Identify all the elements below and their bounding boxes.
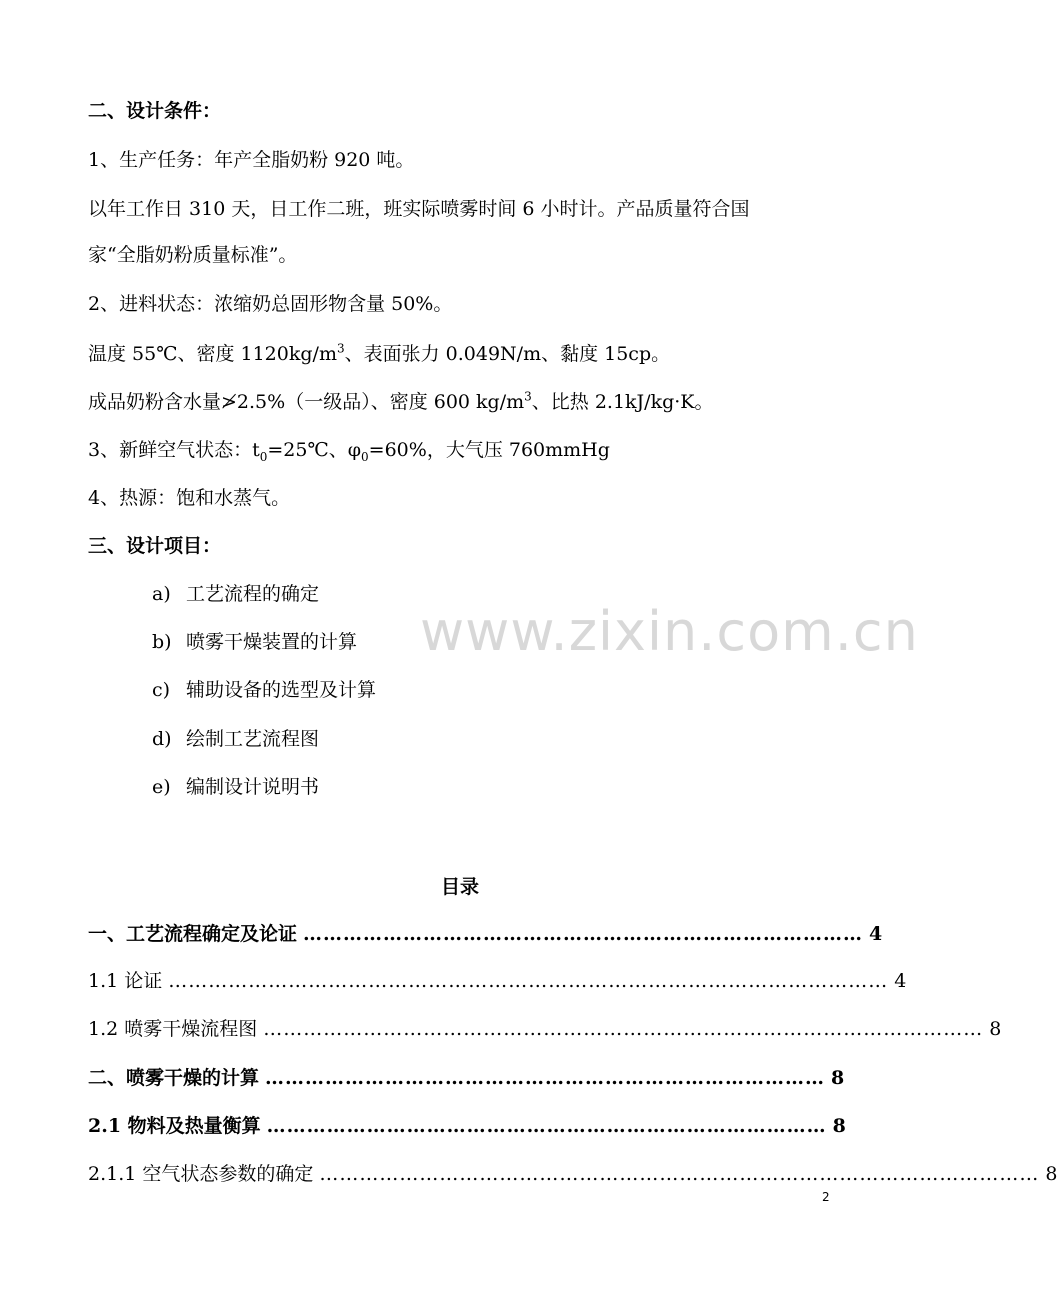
list-item [152,629,357,655]
toc-title: 目录 [440,876,479,898]
section-heading-design-items: 三、设计项目： [88,535,222,557]
toc-row[interactable] [88,1065,845,1091]
list-item-text: 辅助设备的选型及计算 [186,679,377,701]
feed-properties-part1: 温度 55℃、密度 1120kg/m [88,343,337,365]
list-item [152,726,319,752]
feed-properties-sup: 3 [336,341,345,356]
list-item-marker: d) [152,728,172,750]
list-item-text: 绘制工艺流程图 [186,728,320,750]
toc-row-page: 4 [869,923,883,945]
paragraph-work-schedule: 以年工作日 310 天，日工作二班，班实际喷雾时间 6 小时计。产品质量符合国 [88,198,750,220]
toc-row[interactable] [88,1113,846,1139]
toc-row-page: 8 [831,1067,845,1089]
product-properties-sup: 3 [524,389,532,404]
paragraph-quality-standard: 家“全脂奶粉质量标准”。 [88,244,298,266]
air-state-part3: =60%，大气压 760mmHg [368,439,610,461]
air-state-sub1: 0 [259,449,268,464]
toc-row-label: 二、喷雾干燥的计算 [88,1067,260,1089]
toc-leader-dots: ……………………………………………………………………………………………… [263,1018,984,1040]
list-item-text: 编制设计说明书 [186,776,320,798]
toc-leader-dots: ………………………………………………………………………… [303,923,864,945]
section-heading-design-conditions: 二、设计条件： [88,100,222,122]
air-state-sub2: 0 [361,449,369,464]
air-state-part1: 3、新鲜空气状态：t [88,439,260,461]
toc-row-label: 2.1 物料及热量衡算 [88,1115,261,1137]
toc-row[interactable] [88,921,883,947]
toc-row-label: 1.2 喷雾干燥流程图 [88,1018,258,1040]
list-item-text: 喷雾干燥装置的计算 [186,631,358,653]
list-item-text: 工艺流程的确定 [186,583,320,605]
air-state-part2: =25℃、φ [267,439,362,461]
list-item-marker: c) [152,679,171,701]
toc-row-page: 8 [832,1115,846,1137]
toc-row[interactable] [88,1016,1002,1042]
paragraph-product-properties [88,389,713,415]
toc-row-label: 一、工艺流程确定及论证 [88,923,298,945]
toc-row[interactable] [88,1161,1057,1187]
paragraph-production-task: 1、生产任务：年产全脂奶粉 920 吨。 [88,149,415,171]
list-item [152,581,319,607]
list-item [152,774,319,800]
list-item-marker: a) [152,583,171,605]
paragraph-feed-properties [88,341,670,367]
paragraph-fresh-air-state [88,437,610,463]
toc-leader-dots: ………………………………………………………………………… [266,1115,827,1137]
list-item [152,677,376,703]
product-properties-part1: 成品奶粉含水量≯2.5%（一级品）、密度 600 kg/m [88,391,525,413]
list-item-marker: e) [152,776,171,798]
toc-row-page: 8 [989,1018,1002,1040]
toc-row[interactable] [88,968,907,994]
list-item-marker: b) [152,631,172,653]
paragraph-heat-source: 4、热源：饱和水蒸气。 [88,487,291,509]
toc-row-label: 1.1 论证 [88,970,163,992]
product-properties-part2: 、比热 2.1kJ/kg·K。 [531,391,714,413]
toc-leader-dots: ……………………………………………………………………………………………… [168,970,889,992]
page-number: 2 [822,1190,830,1204]
toc-row-page: 8 [1045,1163,1057,1185]
paragraph-feed-state: 2、进料状态：浓缩奶总固形物含量 50%。 [88,293,453,315]
toc-leader-dots: ……………………………………………………………………………………………… [319,1163,1040,1185]
toc-leader-dots: ………………………………………………………………………… [265,1067,826,1089]
toc-row-label: 2.1.1 空气状态参数的确定 [88,1163,314,1185]
watermark: www.zixin.com.cn [420,600,919,663]
toc-row-page: 4 [894,970,907,992]
feed-properties-part2: 、表面张力 0.049N/m、黏度 15cp。 [344,343,671,365]
